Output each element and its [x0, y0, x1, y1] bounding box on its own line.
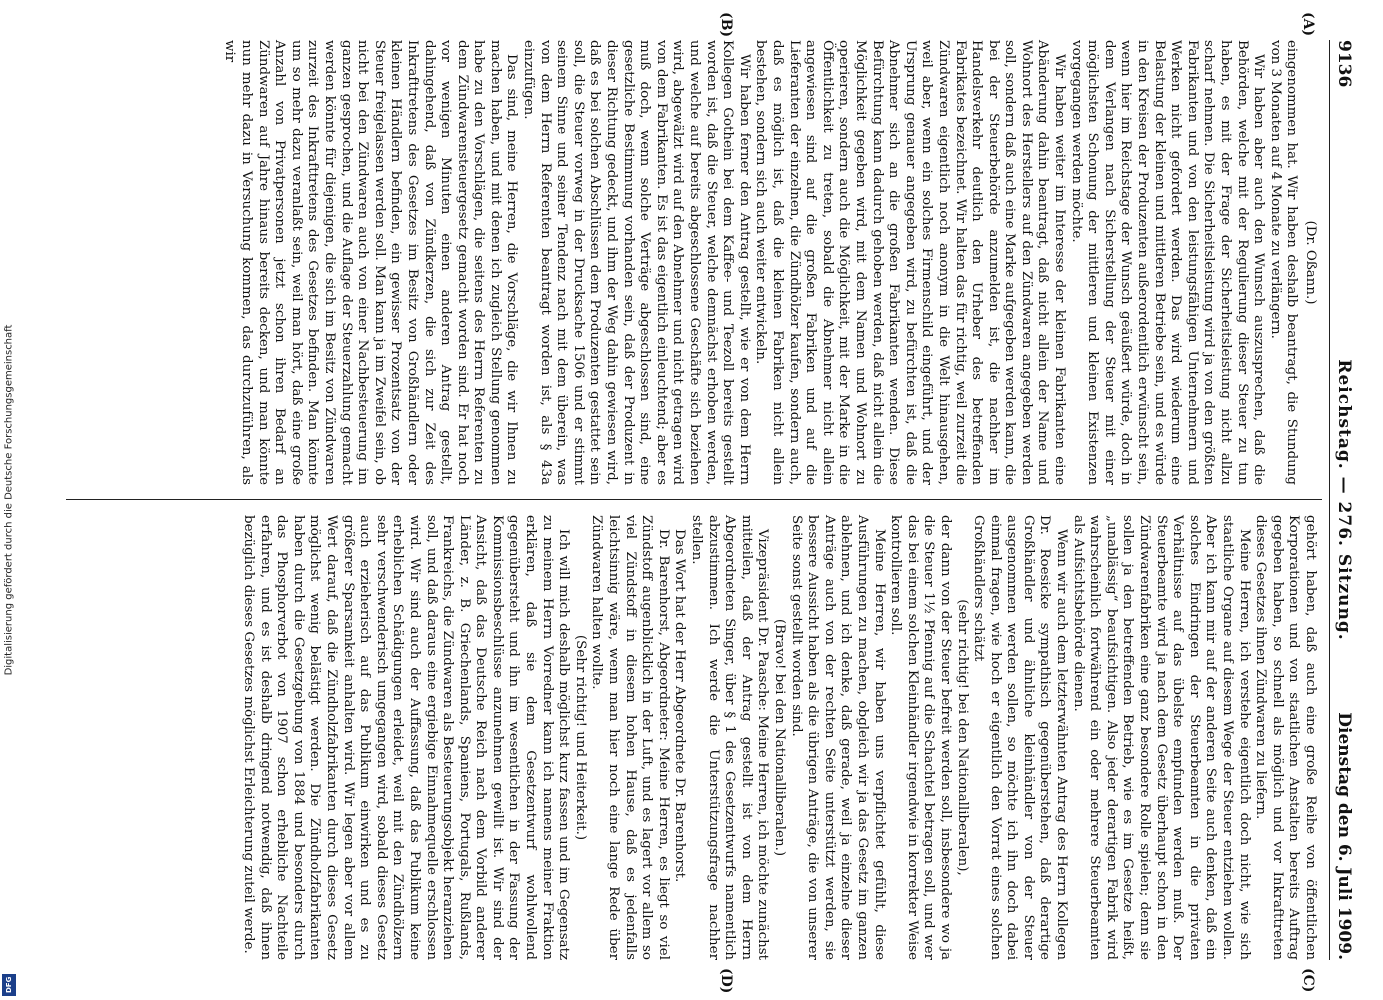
paragraph: Wir haben aber auch den Wunsch auszusprechen, daß die Behörden, welche mit der Regulierung dieser Steuer zu tun haben, es mit der Frage der Sicherheitsleistung nicht allzu scharf nehmen. Die Sicherheitsleistung wird ja von den größten Fabrikanten und von den leistungsfähigen Unternehmern und Werken nicht gefordert werden. Das wird wiederum eine Belastung der kleinen und mittleren Betriebe sein, und es würde in den Kreisen der Produzenten außerordentlich erwünscht sein, wenn hier im Reichstage der Wunsch geäußert würde, doch in dem Verlangen nach Sicherstellung der Steuer mit einer möglichsten Schonung der mittleren und kleinen Existenzen vorgegangen werden möchte. [1068, 40, 1267, 485]
interjection: (Sehr richtig! und Heiterkeit.) [572, 634, 588, 841]
digitization-credit-text: Digitalisierung gefördert durch die Deutsche Forschungsgemeinschaft [3, 324, 15, 676]
right-column [68, 515, 1318, 960]
paragraph: Wir haben weiter im Interesse der kleinen Fabrikanten eine Abänderung dahin beantragt, daß nicht allein der Name und Wohnort des Herstellers auf den Zündwaren angegeben werden soll, sondern daß auch eine Marke aufgegeben werden kann, die bei der Steuerbehörde anzumelden ist, die nachher im Handelsverkehr deutlich den Urheber des betreffenden Fabrikates bezeichnet. Wir halten das für richtig, weil zurzeit die Zündwaren eigentlich noch anonym in die Welt hinausgehen, weil aber, wenn ein solches Firmenschild eingeführt, und der Ursprung genauer angegeben wird, zu befürchten ist, daß die Abnehmer sich an die großen Fabrikanten wenden. Diese Befürchtung kann dadurch gehoben werden, daß nicht allein die Möglichkeit gegeben wird, mit dem Namen und Wohnort zu operieren, sondern auch die Möglichkeit, mit der Marke in die Öffentlichkeit zu treten, sobald die Abnehmer nicht allein angewiesen sind auf die großen Fabriken und auf die Lieferanten der einzelnen, die Zündhölzer kaufen, sondern auch, daß es möglich ist, daß die kleinen Fabriken nicht allein bestehen, sondern sich auch weiter entwickeln. [753, 40, 1068, 485]
speaker-label: (Dr. Oßann.) [1303, 220, 1318, 305]
page-number: 9136 [1334, 40, 1354, 88]
interjection: (sehr richtig! bei den Nationalliberalen), [954, 599, 970, 876]
paragraph: Das sind, meine Herren, die Vorschläge, die wir Ihnen zu machen haben, und mit denen ich zugleich Stellung genommen habe zu den Vorschlägen, die seitens des Herrn Referenten zu dem Zündwarensteuergesetz gemacht worden sind. Er hat noch vor wenigen Minuten einen anderen Antrag gestellt, dahingehend, daß von Zündkerzen, die sich zur Zeit des Inkrafttretens des Gesetzes im Besitz von Großhändlern oder kleinen Händlern befinden, ein gewisser Prozentsatz von der Steuer freigelassen werden soll. Man kann ja im Zweifel sein, ob nicht bei den Zündwaren auch von einer Nachbesteuerung im ganzen gesprochen, und die Auflage der Steuerzahlung gemacht werden könnte für diejenigen, die sich im Besitz von Zündwaren zurzeit des Inkrafttretens des Gesetzes befinden. Man könnte um so mehr dazu veranlaßt sein, weil man hört, daß eine große Anzahl von Privatpersonen jetzt schon ihren Bedarf an Zündwaren auf Jahre hinaus bereits decken, und man könnte nun mehr dazu in Versuchung kommen, das durchzuführen, als wir [222, 40, 520, 485]
page-header [1329, 40, 1356, 960]
paragraph: eingenommen hat. Wir haben deshalb beantragt, die Stundung von 3 Monaten auf 4 Monate zu verlängern. [1267, 40, 1300, 485]
interjection: (Bravo! bei den Nationalliberalen.) [772, 618, 787, 857]
paragraph: Das Wort hat der Herr Abgeordnete Dr. Barenhorst. [672, 529, 688, 883]
paragraph: Wenn wir auch dem letzterwähnten Antrag des Herrn Kollegen Dr. Roesicke sympathisch gegenüberstehen, daß derartige Großhändler und ähnliche kleinhändler von der Steuer ausgenommen werden sollen, so möchte ich ihn doch dabei einmal fragen, wie hoch er eigentlich den Vorrat eines solchen Großhändlers schätzt [971, 515, 1070, 960]
margin-mark-b: (B) [718, 12, 734, 38]
digitization-credit-strip [0, 0, 18, 1000]
column-divider [66, 499, 1322, 500]
paragraph: Ich will mich deshalb möglichst kurz fassen und im Gegensatz zu meinem Herrn Vorredner kann ich namens meiner Fraktion erklären, daß sie dem Gesetzentwurf wohlwollend gegenübersteht und ihn im wesentlichen in der Fassung der Kommissionsbeschlüsse anzunehmen gewillt ist. Wir sind der Ansicht, daß das Deutsche Reich nach dem Vorbild anderer Länder, z. B. Griechenlands, Spaniens, Portugals, Rußlands, Frankreichs, die Zündwaren als Besteuerungsobjekt heranziehen soll, und daß daraus eine ergiebige Einnahmequelle erschlossen wird. Wir sind auch der Auffassung, daß das Publikum keine erheblichen Schädigungen erleidet, weil mit den Zündhölzern sehr verschwenderisch umgegangen wird, sobald dieses Gesetz auch erzieherisch auf das Publikum einwirken und es zu größerer Sparsamkeit anhalten wird. Wir legen aber vor allem Wert darauf, daß die Zündholzfabrikanten durch dieses Gesetz möglichst wenig belästigt werden. Die Zündholzfabrikanten haben durch die Gesetzgebung von 1884 und besonders durch das Phosphorverbot von 1907 schon erhebliche Nachteile erfahren, und es ist deshalb dringend notwendig, daß ihnen bezüglich dieses Gesetzes möglichst Erleichterung zuteil werde. [241, 515, 572, 960]
paragraph: gehört haben, daß auch eine große Reihe von öffentlichen Korporationen und von staatlichen Anstalten bereits Auftrag gegeben haben, so schnell als möglich und vor Inkrafttreten dieses Gesetzes ihnen Zündwaren zu liefern. [1253, 515, 1318, 960]
paragraph: der dann von der Steuer befreit werden soll, insbesondere wo ja die Steuer 1½ Pfennig auf die Schachtel betragen soll, und wer das bei einem solchen Kleinhändler irgendwie in korrekter Weise kontrollieren soll. [888, 515, 953, 960]
paragraph: Wir haben ferner den Antrag gestellt, wie er von dem Herrn Kollegen Gothein bei dem Kaffee- und Teezoll bereits gestellt worden ist, daß die Steuer, welche demnächst erhoben werden, und welche auf bereits abgeschlossene Geschäfte sich beziehen wird, abgewälzt wird auf den Abnehmer und nicht getragen wird von dem Fabrikanten. Es ist das eigentlich einleuchtend; aber es muß doch, wenn solche Verträge abgeschlossen sind, eine gesetzliche Bestimmung vorhanden sein, daß der Produzent in dieser Richtung gedeckt, und ihm der Weg dahin gewiesen wird, daß es bei solchen Abschlüssen dem Produzenten gestattet sein soll, die Steuer vorweg in der Drucksache 1506 und er stimmt seinem Sinne und seiner Tendenz nach mit dem überein, was von dem Herrn Referenten beantragt worden ist, als § 43a einzufügen. [521, 40, 752, 485]
paragraph: Meine Herren, wir haben uns verpflichtet gefühlt, diese Ausführungen zu machen, obgleich wir ja das Gesetz im ganzen ablehnen, und ich denke, daß gerade, weil ja einzelne dieser Anträge auch von der rechten Seite unterstützt werden, sie bessere Aussicht haben als die übrigen Anträge, die von unserer Seite sonst gestellt worden sind. [788, 515, 887, 960]
paragraph: Meine Herren, ich verstehe eigentlich doch nicht, wie sich staatliche Organe auf diesem Wege der Steuer entziehen wollen. Aber ich kann mir auf der anderen Seite auch denken, daß ein solches Eindringen der Steuerbeamten in die privaten Verhältnisse auf das übelste empfunden werden muß. Der Steuerbeamte wird ja nach dem Gesetz überhaupt schon in den Zündwarenfabriken eine ganz besondere Rolle spielen; denn sie sollen ja den betreffenden Betrieb, wie es im Gesetze heißt, „unablässig“ beaufsichtigen. Also jeder derartigen Fabrik wird wahrscheinlich fortwährend ein oder mehrere Steuerbeamten als Aufsichtsbehörde dienen. [1070, 515, 1252, 960]
paragraph: Dr. Barenhorst, Abgeordneter: Meine Herren, es liegt so viel Zündstoff augenblicklich in der Luft, und es lagert vor allem so viel Zündstoff in diesem hohen Hause, daß es jedenfalls leichtsinnig wäre, wenn man hier noch eine lange Rede über Zündwaren halten wollte. [589, 515, 671, 960]
margin-mark-c: (C) [1300, 968, 1316, 993]
paragraph: Vizepräsident Dr. Paasche: Meine Herren, ich möchte zunächst mitteilen, daß der Antrag gestellt ist von dem Herrn Abgeordneten Singer, über § 1 des Gesetzentwurfs namentlich abzustimmen. Ich werde die Unterstützungsfrage nachher stellen. [689, 515, 771, 960]
margin-mark-a: (A) [1300, 12, 1316, 37]
rotated-page [44, 0, 1364, 1000]
page-title: Reichstag. — 276. Sitzung. [1334, 359, 1354, 641]
left-column [68, 40, 1318, 485]
dfg-logo-icon: DFG [2, 974, 16, 996]
margin-mark-d: (D) [718, 968, 734, 994]
page-date: Dienstag den 6. Juli 1909. [1334, 712, 1354, 960]
